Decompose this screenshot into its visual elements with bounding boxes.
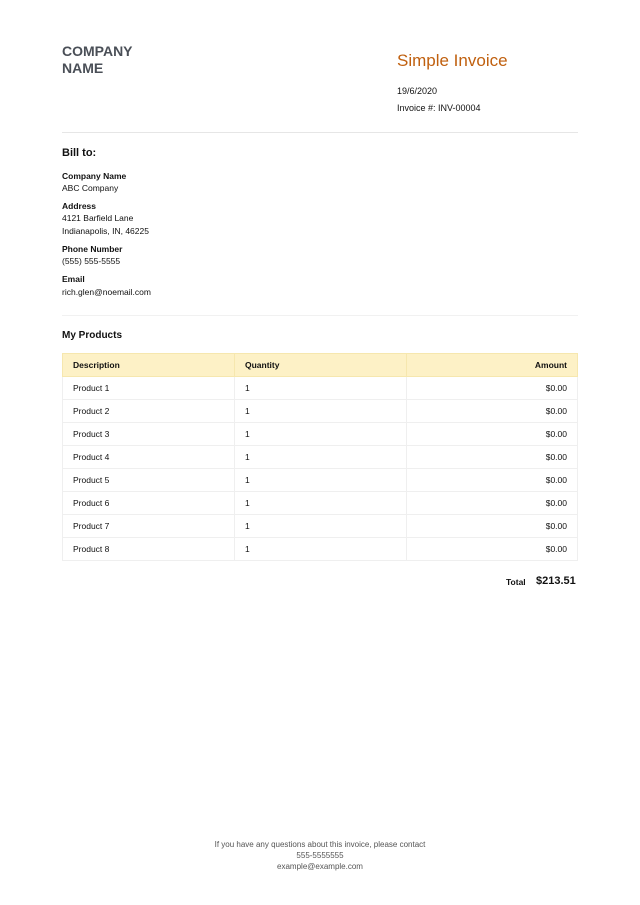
- table-row: [63, 492, 578, 515]
- cell-description: Product 4: [63, 446, 235, 469]
- divider: [62, 315, 578, 316]
- cell-amount: $0.00: [407, 446, 578, 469]
- table-header-row: [63, 354, 578, 377]
- table-row: [63, 538, 578, 561]
- cell-description: Product 2: [63, 400, 235, 423]
- address-line2: Indianapolis, IN, 46225: [62, 226, 149, 236]
- phone-value: (555) 555-5555: [62, 256, 121, 266]
- cell-quantity: 1: [235, 469, 407, 492]
- column-description: Description: [63, 354, 235, 377]
- total-value: $213.51: [536, 575, 576, 587]
- cell-amount: $0.00: [407, 423, 578, 446]
- email-value: rich.glen@noemail.com: [62, 287, 151, 297]
- cell-quantity: 1: [235, 446, 407, 469]
- address-label: Address: [62, 201, 97, 211]
- email-label: Email: [62, 274, 85, 284]
- cell-description: Product 7: [63, 515, 235, 538]
- column-amount: Amount: [407, 354, 578, 377]
- table-row: [63, 423, 578, 446]
- footer-contact-text: If you have any questions about this invoice, please contact: [214, 840, 426, 849]
- cell-description: Product 6: [63, 492, 235, 515]
- phone-label: Phone Number: [62, 244, 123, 254]
- cell-description: Product 8: [63, 538, 235, 561]
- table-row: [63, 469, 578, 492]
- footer-phone: 555-5555555: [296, 851, 344, 860]
- cell-amount: $0.00: [407, 377, 578, 400]
- cell-quantity: 1: [235, 423, 407, 446]
- table-row: [63, 515, 578, 538]
- invoice-date: 19/6/2020: [397, 86, 438, 96]
- footer: [0, 839, 640, 872]
- cell-amount: $0.00: [407, 469, 578, 492]
- products-table: [62, 353, 578, 561]
- products-heading: My Products: [62, 330, 123, 341]
- cell-quantity: 1: [235, 492, 407, 515]
- cell-amount: $0.00: [407, 400, 578, 423]
- cell-description: Product 5: [63, 469, 235, 492]
- cell-amount: $0.00: [407, 492, 578, 515]
- cell-description: Product 3: [63, 423, 235, 446]
- cell-quantity: 1: [235, 400, 407, 423]
- cell-amount: $0.00: [407, 538, 578, 561]
- bill-to-heading: Bill to:: [62, 147, 97, 159]
- total-label: Total: [506, 577, 526, 587]
- table-row: [63, 400, 578, 423]
- table-row: [63, 377, 578, 400]
- cell-quantity: 1: [235, 515, 407, 538]
- cell-quantity: 1: [235, 538, 407, 561]
- cell-amount: $0.00: [407, 515, 578, 538]
- column-quantity: Quantity: [235, 354, 407, 377]
- cell-description: Product 1: [63, 377, 235, 400]
- invoice-number: Invoice #: INV-00004: [397, 103, 481, 113]
- address-line1: 4121 Barfield Lane: [62, 213, 134, 223]
- company-label: Company Name: [62, 171, 127, 181]
- footer-email: example@example.com: [277, 862, 363, 871]
- company-name: COMPANY NAME: [62, 43, 133, 76]
- cell-quantity: 1: [235, 377, 407, 400]
- company-value: ABC Company: [62, 183, 119, 193]
- table-row: [63, 446, 578, 469]
- divider: [62, 132, 578, 133]
- invoice-title: Simple Invoice: [397, 51, 508, 70]
